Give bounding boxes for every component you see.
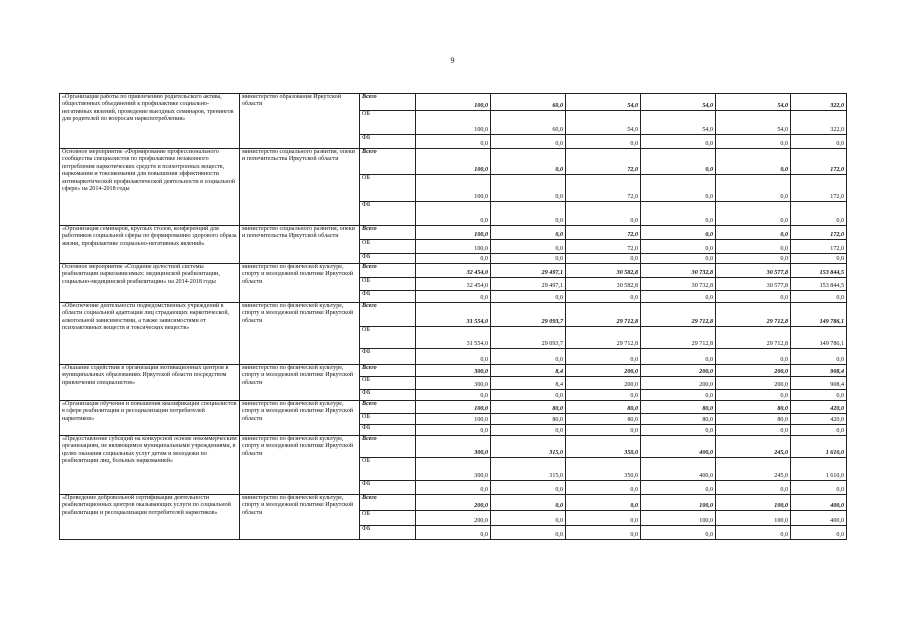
year-amount-cell: 30 577,8: [716, 278, 791, 291]
year-amount-cell: 80,0: [716, 401, 791, 414]
year-amount-cell: 400,0: [641, 458, 716, 481]
year-amount-cell: 60,0: [491, 94, 566, 111]
year-amount-cell: 0,0: [716, 149, 791, 175]
year-amount-cell: 31 554,0: [416, 327, 491, 349]
year-amount-cell: 0,0: [491, 202, 566, 226]
total-amount-cell: 149 786,1: [791, 303, 847, 327]
funding-source: ОБ: [360, 240, 416, 254]
total-amount-cell: 1 610,0: [791, 436, 847, 458]
total-amount-cell: 0,0: [791, 390, 847, 401]
year-amount-cell: 8,4: [491, 377, 566, 390]
year-amount-cell: 0,0: [716, 390, 791, 401]
funding-source: ФБ: [360, 425, 416, 436]
year-amount-cell: 72,0: [566, 149, 641, 175]
year-amount-cell: 200,0: [416, 511, 491, 526]
activity-name: «Оказание содействия в организации мотивационных центров в муниципальных образованиях Иркутской области посредством привлечения специалистов»: [60, 365, 240, 401]
funding-source: ОБ: [360, 278, 416, 291]
executor: министерство по физической культуре, спорту и молодежной политике Иркутской области: [240, 495, 360, 540]
year-amount-cell: 100,0: [641, 511, 716, 526]
total-amount-cell: 400,0: [791, 511, 847, 526]
year-amount-cell: 0,0: [716, 526, 791, 540]
table-row: [60, 149, 847, 175]
funding-table: [59, 93, 847, 540]
total-amount-cell: 420,0: [791, 414, 847, 425]
year-amount-cell: 100,0: [416, 111, 491, 135]
total-amount-cell: 322,0: [791, 111, 847, 135]
year-amount-cell: 29 093,7: [491, 327, 566, 349]
funding-source: ФБ: [360, 202, 416, 226]
year-amount-cell: 0,0: [641, 135, 716, 149]
year-amount-cell: 0,0: [416, 526, 491, 540]
year-amount-cell: 200,0: [716, 365, 791, 377]
total-amount-cell: 908,4: [791, 377, 847, 390]
year-amount-cell: 29 712,8: [716, 303, 791, 327]
funding-source: Всего: [360, 365, 416, 377]
year-amount-cell: 0,0: [641, 526, 716, 540]
total-amount-cell: 322,0: [791, 94, 847, 111]
funding-source: ОБ: [360, 377, 416, 390]
total-amount-cell: 0,0: [791, 135, 847, 149]
year-amount-cell: 245,0: [716, 436, 791, 458]
activity-name: Основное мероприятие «Формирование профессионального сообщества специалистов по профилактике незаконного потребления наркотических средств и психотропных веществ, наркомании и токсикомании для повышения эффективности антинаркотической профилактической деятельности в социальной сфере» на 2014-2018 годы: [60, 149, 240, 226]
total-amount-cell: 0,0: [791, 526, 847, 540]
year-amount-cell: 54,0: [716, 111, 791, 135]
total-amount-cell: 0,0: [791, 481, 847, 495]
year-amount-cell: 0,0: [566, 254, 641, 264]
year-amount-cell: 80,0: [566, 401, 641, 414]
activity-name: «Проведение добровольной сертификации деятельности реабилитационных центров оказывающих услуги по социальной реабилитации и ресоциализации потребителей наркотиков»: [60, 495, 240, 540]
year-amount-cell: 0,0: [566, 202, 641, 226]
funding-source: ФБ: [360, 254, 416, 264]
year-amount-cell: 0,0: [566, 481, 641, 495]
year-amount-cell: 0,0: [641, 254, 716, 264]
funding-source: ОБ: [360, 327, 416, 349]
funding-source: Всего: [360, 495, 416, 511]
year-amount-cell: 0,0: [641, 481, 716, 495]
year-amount-cell: 0,0: [566, 511, 641, 526]
year-amount-cell: 54,0: [641, 94, 716, 111]
total-amount-cell: 0,0: [791, 425, 847, 436]
funding-source: Всего: [360, 401, 416, 414]
table-row: [60, 303, 847, 327]
year-amount-cell: 0,0: [641, 149, 716, 175]
total-amount-cell: 153 844,5: [791, 264, 847, 278]
year-amount-cell: 0,0: [416, 254, 491, 264]
total-amount-cell: 420,0: [791, 401, 847, 414]
table-row: [60, 436, 847, 458]
year-amount-cell: 100,0: [716, 495, 791, 511]
executor: министерство по физической культуре, спорту и молодежной политике Иркутской области: [240, 264, 360, 303]
year-amount-cell: 0,0: [491, 425, 566, 436]
funding-source: ОБ: [360, 414, 416, 425]
year-amount-cell: 300,0: [416, 365, 491, 377]
year-amount-cell: 0,0: [416, 202, 491, 226]
total-amount-cell: 0,0: [791, 349, 847, 365]
year-amount-cell: 0,0: [716, 254, 791, 264]
year-amount-cell: 100,0: [416, 240, 491, 254]
year-amount-cell: 0,0: [416, 349, 491, 365]
total-amount-cell: 0,0: [791, 202, 847, 226]
year-amount-cell: 0,0: [491, 526, 566, 540]
year-amount-cell: 0,0: [641, 390, 716, 401]
year-amount-cell: 0,0: [416, 291, 491, 303]
year-amount-cell: 80,0: [491, 414, 566, 425]
total-amount-cell: 908,4: [791, 365, 847, 377]
year-amount-cell: 400,0: [641, 436, 716, 458]
year-amount-cell: 300,0: [416, 377, 491, 390]
year-amount-cell: 29 712,8: [566, 303, 641, 327]
year-amount-cell: 80,0: [641, 401, 716, 414]
year-amount-cell: 200,0: [641, 365, 716, 377]
executor: министерство социального развития, опеки и попечительства Иркутской области: [240, 149, 360, 226]
year-amount-cell: 100,0: [641, 495, 716, 511]
year-amount-cell: 0,0: [491, 149, 566, 175]
year-amount-cell: 0,0: [716, 240, 791, 254]
total-amount-cell: 0,0: [791, 291, 847, 303]
year-amount-cell: 30 732,8: [641, 264, 716, 278]
funding-source: Всего: [360, 149, 416, 175]
year-amount-cell: 0,0: [566, 349, 641, 365]
year-amount-cell: 31 554,0: [416, 303, 491, 327]
year-amount-cell: 350,0: [566, 436, 641, 458]
funding-source: ОБ: [360, 458, 416, 481]
year-amount-cell: 0,0: [491, 511, 566, 526]
year-amount-cell: 29 712,8: [716, 327, 791, 349]
year-amount-cell: 315,0: [491, 436, 566, 458]
year-amount-cell: 32 454,0: [416, 264, 491, 278]
year-amount-cell: 0,0: [491, 349, 566, 365]
year-amount-cell: 0,0: [716, 135, 791, 149]
executor: министерство по физической культуре, спорту и молодежной политике Иркутской области: [240, 303, 360, 365]
page-number: 9: [450, 56, 455, 65]
year-amount-cell: 60,0: [491, 111, 566, 135]
funding-source: Всего: [360, 436, 416, 458]
year-amount-cell: 0,0: [716, 291, 791, 303]
year-amount-cell: 0,0: [716, 202, 791, 226]
year-amount-cell: 100,0: [416, 175, 491, 202]
total-amount-cell: 172,0: [791, 149, 847, 175]
year-amount-cell: 0,0: [491, 254, 566, 264]
year-amount-cell: 100,0: [416, 226, 491, 240]
year-amount-cell: 0,0: [491, 481, 566, 495]
funding-source: ОБ: [360, 175, 416, 202]
year-amount-cell: 0,0: [491, 495, 566, 511]
year-amount-cell: 200,0: [416, 495, 491, 511]
year-amount-cell: 0,0: [416, 135, 491, 149]
executor: министерство по физической культуре, спорту и молодежной политике Иркутской области: [240, 401, 360, 436]
funding-source: Всего: [360, 264, 416, 278]
funding-source: ФБ: [360, 349, 416, 365]
funding-source: Всего: [360, 94, 416, 111]
table-row: [60, 365, 847, 377]
funding-source: ОБ: [360, 511, 416, 526]
funding-source: Всего: [360, 303, 416, 327]
year-amount-cell: 80,0: [566, 414, 641, 425]
year-amount-cell: 0,0: [491, 226, 566, 240]
year-amount-cell: 100,0: [416, 149, 491, 175]
year-amount-cell: 0,0: [416, 425, 491, 436]
activity-name: «Предоставление субсидий на конкурсной основе некоммерческим организациям, не являющимся муниципальными учреждениями, в целях оказания социальных услуг детям и молодежи по реабилитации лиц, больных наркоманией»: [60, 436, 240, 495]
executor: министерство по физической культуре, спорту и молодежной политике Иркутской области: [240, 436, 360, 495]
year-amount-cell: 30 582,8: [566, 278, 641, 291]
year-amount-cell: 100,0: [416, 94, 491, 111]
year-amount-cell: 200,0: [566, 377, 641, 390]
year-amount-cell: 0,0: [716, 425, 791, 436]
year-amount-cell: 200,0: [566, 365, 641, 377]
total-amount-cell: 172,0: [791, 226, 847, 240]
year-amount-cell: 72,0: [566, 175, 641, 202]
year-amount-cell: 0,0: [491, 291, 566, 303]
funding-source: ФБ: [360, 390, 416, 401]
year-amount-cell: 29 712,8: [641, 303, 716, 327]
total-amount-cell: 172,0: [791, 240, 847, 254]
year-amount-cell: 100,0: [416, 401, 491, 414]
year-amount-cell: 0,0: [566, 135, 641, 149]
funding-source: ФБ: [360, 135, 416, 149]
year-amount-cell: 29 712,8: [566, 327, 641, 349]
table-row: [60, 495, 847, 511]
year-amount-cell: 0,0: [716, 349, 791, 365]
funding-source: ОБ: [360, 111, 416, 135]
year-amount-cell: 0,0: [641, 349, 716, 365]
activity-name: Основное мероприятие «Создание целостной системы реабилитации наркозависимых: медицинской реабилитации, социально-медицинской реабилитации» на 2014-2018 годы: [60, 264, 240, 303]
year-amount-cell: 0,0: [566, 526, 641, 540]
year-amount-cell: 0,0: [566, 425, 641, 436]
year-amount-cell: 80,0: [716, 414, 791, 425]
year-amount-cell: 30 732,8: [641, 278, 716, 291]
activity-name: «Организация работы по привлечению родительского актива, общественных объединений к профилактике социально-негативных явлений, проведение выездных семинаров, тренингов для родителей по вопросам наркопотребления»: [60, 94, 240, 149]
year-amount-cell: 0,0: [641, 202, 716, 226]
year-amount-cell: 350,0: [566, 458, 641, 481]
year-amount-cell: 0,0: [416, 390, 491, 401]
year-amount-cell: 0,0: [641, 425, 716, 436]
year-amount-cell: 0,0: [491, 175, 566, 202]
table-body: [60, 94, 847, 540]
year-amount-cell: 300,0: [416, 436, 491, 458]
total-amount-cell: 153 844,5: [791, 278, 847, 291]
year-amount-cell: 0,0: [566, 291, 641, 303]
year-amount-cell: 54,0: [716, 94, 791, 111]
year-amount-cell: 30 582,8: [566, 264, 641, 278]
year-amount-cell: 8,4: [491, 365, 566, 377]
year-amount-cell: 200,0: [641, 377, 716, 390]
funding-source: ФБ: [360, 481, 416, 495]
year-amount-cell: 54,0: [641, 111, 716, 135]
year-amount-cell: 29 093,7: [491, 303, 566, 327]
year-amount-cell: 0,0: [491, 240, 566, 254]
year-amount-cell: 80,0: [641, 414, 716, 425]
year-amount-cell: 80,0: [491, 401, 566, 414]
total-amount-cell: 149 786,1: [791, 327, 847, 349]
year-amount-cell: 0,0: [566, 390, 641, 401]
table-row: [60, 94, 847, 111]
year-amount-cell: 0,0: [491, 135, 566, 149]
year-amount-cell: 0,0: [716, 175, 791, 202]
year-amount-cell: 100,0: [716, 511, 791, 526]
year-amount-cell: 0,0: [716, 226, 791, 240]
total-amount-cell: 0,0: [791, 254, 847, 264]
activity-name: «Обеспечение деятельности подведомственных учреждений в области социальной адаптации лиц страдающих наркотической, алкогольной зависимостями, а также зависимостями от психоактивных веществ и токсических веществ»: [60, 303, 240, 365]
year-amount-cell: 72,0: [566, 226, 641, 240]
year-amount-cell: 0,0: [566, 495, 641, 511]
total-amount-cell: 1 610,0: [791, 458, 847, 481]
activity-name: «Организация семинаров, круглых столов, конференций для работников социальной сферы по формированию здорового образа жизни, профилактике социально-негативных явлений»: [60, 226, 240, 264]
year-amount-cell: 0,0: [641, 291, 716, 303]
table-row: [60, 401, 847, 414]
year-amount-cell: 54,0: [566, 94, 641, 111]
activity-name: «Организация обучения и повышения квалификации специалистов в сфере реабилитации и ресоциализации потребителей наркотиков»: [60, 401, 240, 436]
year-amount-cell: 72,0: [566, 240, 641, 254]
year-amount-cell: 315,0: [491, 458, 566, 481]
year-amount-cell: 245,0: [716, 458, 791, 481]
year-amount-cell: 200,0: [716, 377, 791, 390]
year-amount-cell: 0,0: [641, 175, 716, 202]
year-amount-cell: 30 577,8: [716, 264, 791, 278]
executor: министерство социального развития, опеки и попечительства Иркутской области: [240, 226, 360, 264]
year-amount-cell: 29 497,1: [491, 264, 566, 278]
table-row: [60, 226, 847, 240]
year-amount-cell: 29 497,1: [491, 278, 566, 291]
year-amount-cell: 29 712,8: [641, 327, 716, 349]
year-amount-cell: 0,0: [716, 481, 791, 495]
total-amount-cell: 400,0: [791, 495, 847, 511]
executor: министерство образования Иркутской области: [240, 94, 360, 149]
funding-source: ФБ: [360, 291, 416, 303]
total-amount-cell: 172,0: [791, 175, 847, 202]
year-amount-cell: 100,0: [416, 414, 491, 425]
funding-source: ФБ: [360, 526, 416, 540]
year-amount-cell: 0,0: [491, 390, 566, 401]
year-amount-cell: 0,0: [641, 226, 716, 240]
table-row: [60, 264, 847, 278]
executor: министерство по физической культуре, спорту и молодежной политике Иркутской области: [240, 365, 360, 401]
year-amount-cell: 300,0: [416, 458, 491, 481]
year-amount-cell: 0,0: [416, 481, 491, 495]
year-amount-cell: 32 454,0: [416, 278, 491, 291]
funding-source: Всего: [360, 226, 416, 240]
year-amount-cell: 0,0: [641, 240, 716, 254]
year-amount-cell: 54,0: [566, 111, 641, 135]
